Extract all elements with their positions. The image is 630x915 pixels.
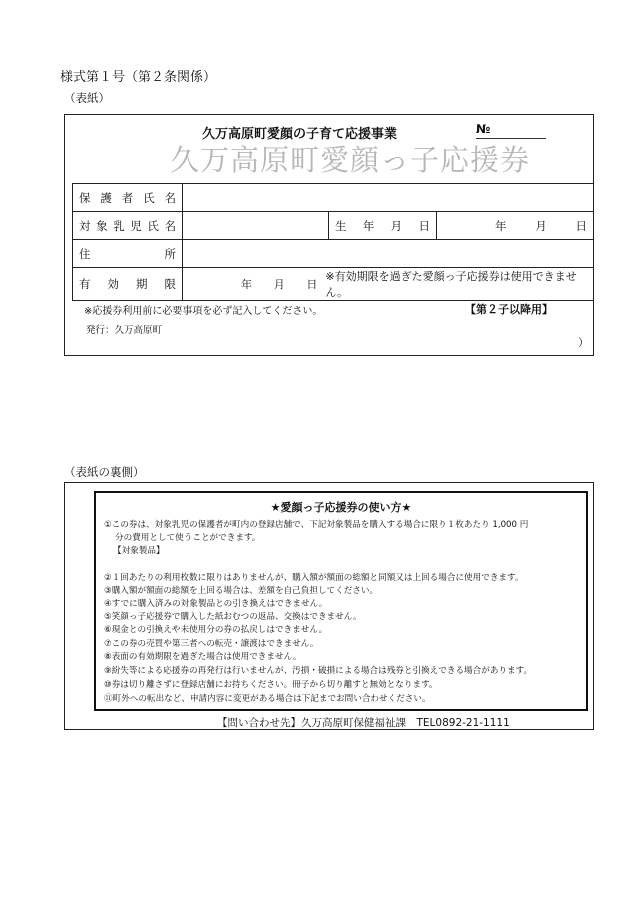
address-row bbox=[73, 240, 594, 268]
address-field[interactable] bbox=[183, 240, 594, 268]
rule-9: ⑨紛失等による応援券の再発行は行いませんが、汚損・破損による場合は残券と引換えできる場合があります。 bbox=[104, 666, 533, 676]
rule-1-line-1: ①この券は、対象乳児の保護者が町内の登録店舗で、下記対象製品を購入する場合に限り１枚あたり 1,000 円 bbox=[104, 520, 529, 530]
rule-11: ⑪町外への転出など、申請内容に変更がある場合は下記までお問い合わせください。 bbox=[104, 694, 431, 704]
back-side-label: （表紙の裏側） bbox=[64, 465, 145, 479]
usage-title: ★愛顔っ子応援券の使い方★ bbox=[270, 501, 412, 514]
address-label: 住 所 bbox=[73, 240, 183, 268]
target-products-label: 【対象製品】 bbox=[113, 546, 165, 556]
voucher-title: 久万高原町愛顔っ子応援券 bbox=[170, 143, 531, 177]
rule-8: ⑧表面の有効期限を過ぎた場合は使用できません。 bbox=[104, 652, 302, 662]
birth-date-label: 生 年 月 日 bbox=[329, 212, 437, 240]
form-number-label: 様式第１号（第２条関係） bbox=[60, 70, 217, 85]
rule-2: ②１回あたりの利用枚数に限りはありませんが、購入額が額面の総額と同額又は上回る場合に使用できます。 bbox=[104, 573, 524, 583]
rule-3: ③購入額が額面の総額を上回る場合は、差額を自己負担してください。 bbox=[104, 586, 379, 596]
rule-6: ⑥現金との引換えや未使用分の券の払戻しはできません。 bbox=[104, 625, 328, 635]
recipient-info-table bbox=[72, 183, 594, 301]
rule-7: ⑦この券の売買や第三者への転売・譲渡はできません。 bbox=[104, 639, 319, 649]
rule-4: ④すでに購入済みの対象製品との引き換えはできません。 bbox=[104, 599, 328, 609]
expiry-note: ※有効期限を過ぎた愛顔っ子応援券は使用できません。 bbox=[325, 270, 577, 299]
cover-label: （表紙） bbox=[64, 91, 110, 105]
guardian-name-label: 保 護 者 氏 名 bbox=[73, 184, 183, 212]
expiry-label: 有 効 期 限 bbox=[73, 268, 183, 301]
second-child-badge: 【第２子以降用】 bbox=[465, 303, 553, 316]
guardian-row bbox=[73, 184, 594, 212]
contact-info: 【問い合わせ先】久万高原町保健福祉課 TEL0892-21-1111 bbox=[217, 717, 510, 729]
child-name-label: 対 象 乳 児 氏 名 bbox=[73, 212, 183, 240]
rule-5: ⑤笑顔っ子応援券で購入した紙おむつの返品、交換はできません。 bbox=[104, 612, 362, 622]
child-row bbox=[73, 212, 594, 240]
child-name-field[interactable] bbox=[183, 212, 329, 240]
rule-1-line-2: 分の費用として使うことができます。 bbox=[115, 533, 261, 543]
serial-number-label: № bbox=[476, 122, 491, 136]
rule-10: ⑩券は切り離さずに登録店舗にお持ちください。冊子から切り離すと無効となります。 bbox=[104, 680, 438, 690]
expiry-row bbox=[73, 268, 594, 301]
expiry-field[interactable]: 年 月 日 ※有効期限を過ぎた愛顔っ子応援券は使用できません。 bbox=[183, 268, 594, 301]
issuer-label: 発行：久万高原町 bbox=[86, 325, 163, 336]
project-title: 久万高原町愛顔の子育て応援事業 bbox=[202, 127, 398, 142]
birth-date-field[interactable]: 年 月 日 bbox=[437, 212, 594, 240]
guardian-name-field[interactable] bbox=[183, 184, 594, 212]
usage-notice: ※応援券利用前に必要事項を必ず記入してください。 bbox=[84, 306, 323, 317]
closing-paren: ） bbox=[578, 336, 589, 349]
